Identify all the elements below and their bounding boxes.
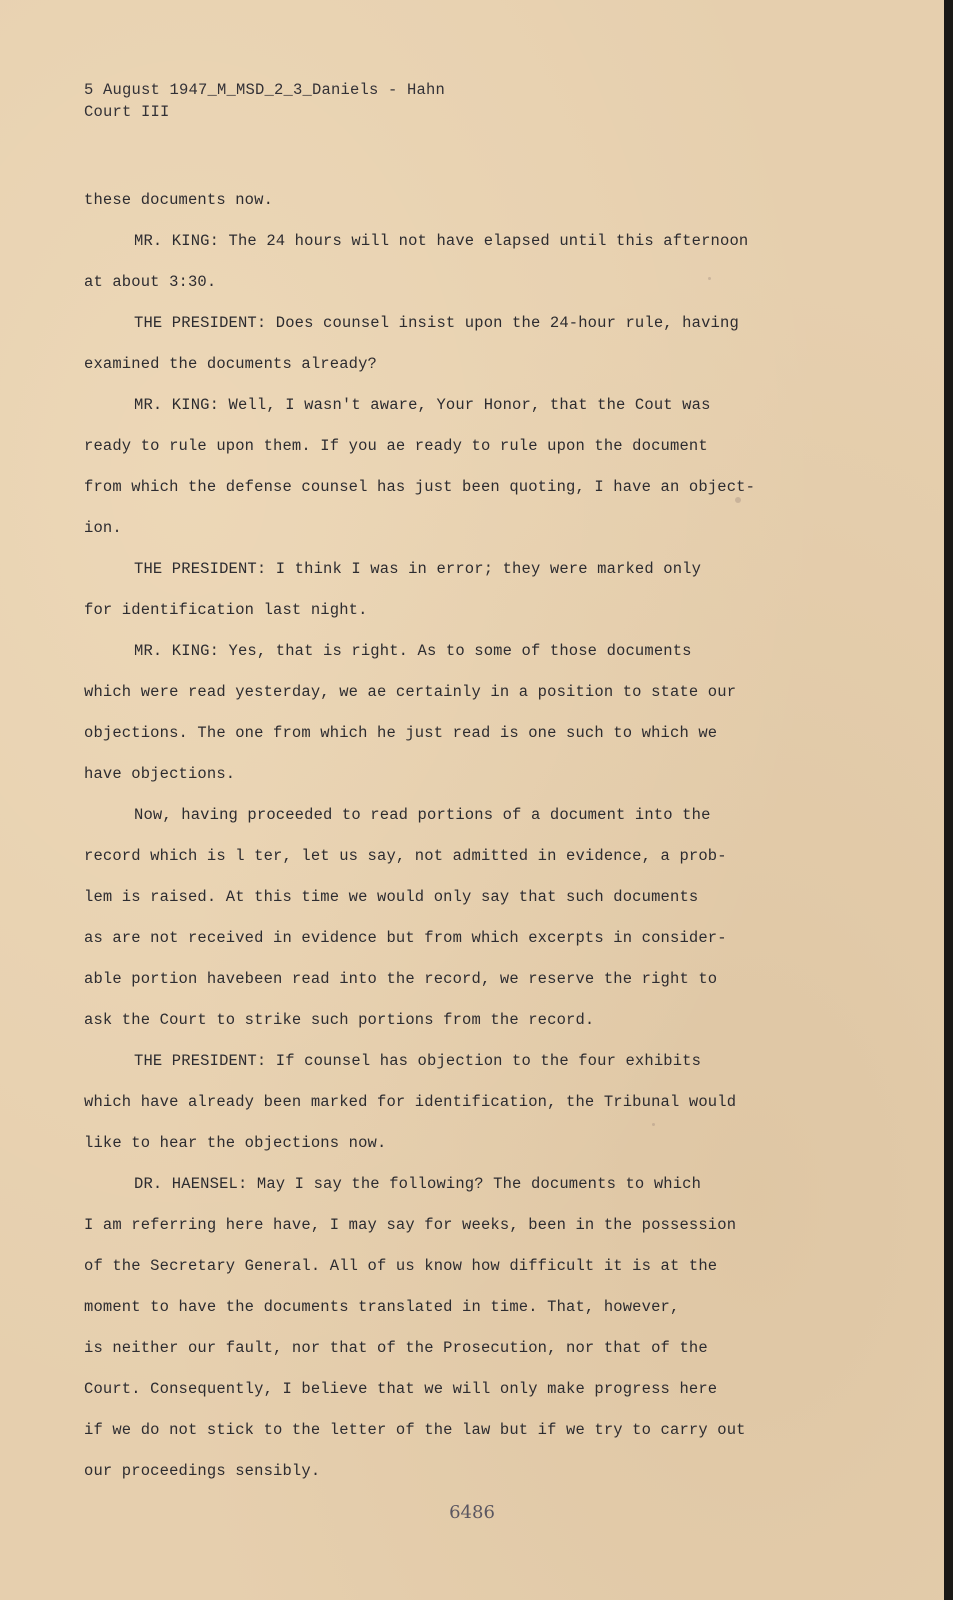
transcript-line: Now, having proceeded to read portions of a document into the: [134, 806, 711, 824]
page-number: 6486: [449, 1502, 495, 1523]
transcript-body: [84, 180, 824, 1492]
transcript-line: Court. Consequently, I believe that we will only make progress here: [84, 1380, 718, 1398]
transcript-line: these documents now.: [84, 191, 274, 209]
paper-speck: [652, 1123, 655, 1126]
transcript-line: if we do not stick to the letter of the law but if we try to carry out: [84, 1421, 746, 1439]
transcript-line: for identification last night.: [84, 601, 368, 619]
transcript-line: at about 3:30.: [84, 273, 217, 291]
transcript-line: MR. KING: Yes, that is right. As to some of those documents: [134, 642, 692, 660]
header-session-line: 5 August 1947_M_MSD_2_3_Daniels - Hahn: [84, 81, 446, 99]
transcript-line: THE PRESIDENT: I think I was in error; they were marked only: [134, 560, 702, 578]
transcript-line: which were read yesterday, we ae certainly in a position to state our: [84, 683, 737, 701]
document-header: [84, 79, 445, 123]
transcript-line: have objections.: [84, 765, 236, 783]
transcript-line: which have already been marked for identification, the Tribunal would: [84, 1093, 737, 1111]
transcript-line: ask the Court to strike such portions from the record.: [84, 1011, 595, 1029]
header-court-line: Court III: [84, 103, 170, 121]
transcript-line: ready to rule upon them. If you ae ready to rule upon the document: [84, 437, 708, 455]
transcript-line: DR. HAENSEL: May I say the following? The documents to which: [134, 1175, 702, 1193]
transcript-line: record which is l ter, let us say, not admitted in evidence, a prob-: [84, 847, 727, 865]
paper-speck: [735, 497, 741, 503]
transcript-line: is neither our fault, nor that of the Prosecution, nor that of the: [84, 1339, 708, 1357]
transcript-line: objections. The one from which he just read is one such to which we: [84, 724, 718, 742]
paper-speck: [708, 277, 711, 280]
transcript-line: examined the documents already?: [84, 355, 377, 373]
transcript-line: like to hear the objections now.: [84, 1134, 387, 1152]
transcript-line: of the Secretary General. All of us know how difficult it is at the: [84, 1257, 718, 1275]
transcript-line: able portion havebeen read into the record, we reserve the right to: [84, 970, 718, 988]
scan-edge: [944, 0, 953, 1600]
transcript-line: lem is raised. At this time we would only say that such documents: [84, 888, 699, 906]
transcript-line: our proceedings sensibly.: [84, 1462, 321, 1480]
transcript-line: I am referring here have, I may say for weeks, been in the possession: [84, 1216, 737, 1234]
transcript-line: MR. KING: The 24 hours will not have elapsed until this afternoon: [134, 232, 749, 250]
transcript-line: from which the defense counsel has just been quoting, I have an object-: [84, 478, 756, 496]
transcript-line: THE PRESIDENT: If counsel has objection to the four exhibits: [134, 1052, 702, 1070]
transcript-line: MR. KING: Well, I wasn't aware, Your Honor, that the Cout was: [134, 396, 711, 414]
transcript-line: as are not received in evidence but from which excerpts in consider-: [84, 929, 727, 947]
transcript-line: ion.: [84, 519, 122, 537]
transcript-line: moment to have the documents translated in time. That, however,: [84, 1298, 680, 1316]
transcript-line: THE PRESIDENT: Does counsel insist upon the 24-hour rule, having: [134, 314, 739, 332]
